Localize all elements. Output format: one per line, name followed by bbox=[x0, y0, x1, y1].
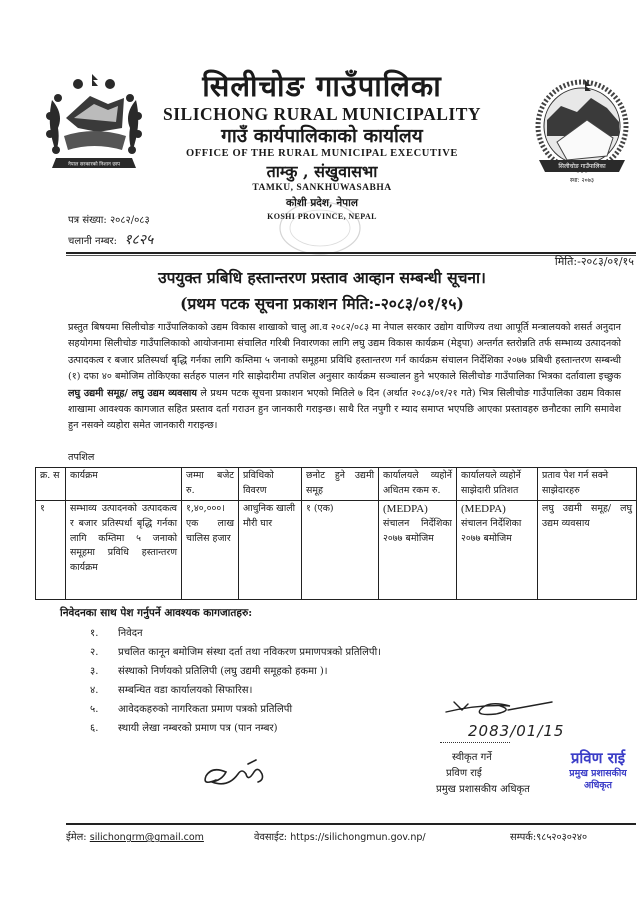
header-serial: क्र. स bbox=[36, 468, 66, 501]
footer-website bbox=[254, 830, 426, 843]
right-emblem-label: सिलीचोङ गाउँपालिका bbox=[558, 163, 606, 170]
cell-technology: आधुनिक खाली मौरी घार bbox=[239, 501, 302, 600]
letter-number-label: पत्र संख्या: bbox=[68, 215, 107, 226]
location-nepali: ताम्कु , संखुवासभा bbox=[266, 162, 378, 181]
cell-max-amount-text: संचालन निर्देशिका २०७७ बमोजिम bbox=[383, 517, 452, 544]
footer-phone bbox=[510, 830, 587, 843]
right-emblem-year: स्था: २०७३ bbox=[569, 177, 595, 184]
office-name-english: OFFICE OF THE RURAL MUNICIPAL EXECUTIVE bbox=[185, 148, 459, 159]
table-row bbox=[36, 501, 637, 600]
document-item: ५. आवेदकहरुको नागरिकता प्रमाण पत्रको प्रतिलिपी bbox=[90, 704, 293, 715]
notice-body bbox=[68, 320, 621, 435]
document-item: १. निवेदन bbox=[90, 628, 143, 639]
header-selected-group: छनोट हुने उद्यमी समूह bbox=[302, 468, 379, 501]
office-name-nepali: गाउँ कार्यपालिकाको कार्यालय bbox=[221, 125, 423, 147]
footer-divider bbox=[66, 823, 636, 825]
cell-share-prefix: (MEDPA) bbox=[461, 503, 506, 515]
municipality-name-english: SILICHONG RURAL MUNICIPALITY bbox=[162, 104, 482, 124]
handwritten-signature-left bbox=[198, 758, 278, 792]
notice-body-eligible: लघु उद्यमी समूह/ लघु उद्यम व्यवसाय bbox=[68, 387, 197, 399]
footer-email bbox=[66, 830, 204, 843]
cell-share-text: संचालन निर्देशिका २०७७ बमोजिम bbox=[461, 517, 522, 544]
province-english: KOSHI PROVINCE, NEPAL bbox=[267, 212, 377, 221]
notice-body-part2: ले प्रथम पटक सूचना प्रकाशन भएको मितिले ७ दिन (अर्थात २०८३/०१/२१ गते) भित्र सिलीचोङ गाउँपालिका उद्यम विकास शाखामा आवश्यक कागजात सहित प्रस्ताव दर्ता गराउन हुन जानकारी गराइन्छ। साथै रित नपुगी र म्याद समाप्त भएपछि आएका प्रस्तावहरु छनौटका लागि समावेश हुन नसक्ने व्यहोरा समेत जानकारी गराइन्छ। bbox=[68, 387, 621, 432]
location-english: TAMKU, SANKHUWASABHA bbox=[252, 183, 392, 193]
program-table bbox=[35, 467, 637, 600]
cell-max-amount-prefix: (MEDPA) bbox=[383, 503, 428, 515]
notice-body-part1: प्रस्तुत बिषयमा सिलीचोङ गाउँपालिकाको उद्यम विकास शाखाको चालु आ.व २०८२/०८३ मा नेपाल सरकार उद्योग वाणिज्य तथा आपूर्ति मन्त्रालयको शसर्त अनुदान सहयोगमा सिलीचोङ गाउँपालिकाको आयोजनामा संचालित गरिबी निवारणका लागि लघु उद्यम विकास कार्यक्रम (मेड्पा) अन्तर्गत स्तरोन्नति तर्फ सम्भाव्य उत्पादनको उत्पादकत्व र बजार प्रतिस्पर्धा बृद्धि गर्नका लागि कम्तिमा ५ जनाको समूहमा प्रविधि हस्तान्तरण गर्न कार्यक्रम संचालन निर्देशिका २०७७ प्रबिधी हस्तान्तरण सम्बन्धी (१) दफा ४० बमोजिम तोकिएका सर्तहरु पालन गरि साझेदारीमा तपशिल अनुसार कार्यक्रम सञ्चालन हुने भएकाले सिलीचोङ गाउँपालिका भित्रका दर्तावाला इच्छुक bbox=[68, 322, 621, 383]
email-link[interactable]: silichongrm@gmail.com bbox=[89, 832, 204, 843]
email-label: ईमेल: bbox=[66, 832, 87, 843]
header-eligible-partners: प्रताव पेश गर्न सक्ने साझेदारहरु bbox=[538, 468, 637, 501]
document-item: ४. सम्बन्धित वडा कार्यालयको सिफारिस। bbox=[90, 685, 253, 696]
document-item: ३. संस्थाको निर्णयको प्रतिलिपी (लघु उद्यमी समूहको हकमा )। bbox=[90, 666, 328, 677]
stamp-position: प्रमुख प्रशासकीय अधिकृत bbox=[569, 768, 627, 791]
required-documents-list bbox=[90, 624, 381, 738]
website-link[interactable]: https://silichongmun.gov.np/ bbox=[290, 832, 426, 843]
header-divider-thin bbox=[66, 255, 636, 256]
handwritten-signature-right bbox=[440, 694, 560, 720]
dispatch-number bbox=[68, 230, 153, 249]
official-stamp bbox=[556, 748, 640, 792]
header-max-amount: कार्यालयले व्यहोर्ने अधितम रकम रु. bbox=[379, 468, 457, 501]
notice-subtitle: (प्रथम पटक सूचना प्रकाशन मिति:-२०८३/०१/१५) bbox=[180, 294, 464, 313]
signature-line bbox=[440, 738, 510, 743]
cell-selected-group: १ (एक) bbox=[302, 501, 379, 600]
municipality-name-nepali: सिलीचोङ गाउँपालिका bbox=[202, 69, 442, 103]
table-header-row bbox=[36, 468, 637, 501]
header-share-percent: कार्यालयले व्यहोर्ने साझेदारी प्रतिशत bbox=[457, 468, 538, 501]
dispatch-number-value: १८२५ bbox=[124, 232, 154, 248]
website-label: वेवसाईट: bbox=[254, 832, 288, 843]
header-program: कार्यक्रम bbox=[66, 468, 182, 501]
notice-date: मिति:-२०८३/०१/१५ bbox=[554, 255, 634, 268]
cell-serial: १ bbox=[36, 501, 66, 600]
cell-program: सम्भाव्य उत्पादनको उत्पादकत्व र बजार प्रतिस्पर्धा बृद्धि गर्नका लागि कम्तिमा ५ जनाको समूहमा प्रविधि हस्तान्तरण कार्यक्रम bbox=[66, 501, 182, 600]
dispatch-number-label: चलानी नम्बर: bbox=[68, 236, 118, 247]
letter-number-value: २०८२/०८३ bbox=[109, 215, 150, 226]
cell-budget: १,४०,०००। एक लाख चालिस हजार bbox=[182, 501, 239, 600]
approve-label: स्वीकृत गर्ने bbox=[452, 752, 492, 763]
cell-share-percent bbox=[457, 501, 538, 600]
phone-label: सम्पर्क: bbox=[510, 832, 537, 843]
letter-number bbox=[68, 212, 150, 226]
document-item: ६. स्थायी लेखा नम्बरको प्रमाण पत्र (पान नम्बर) bbox=[90, 723, 278, 734]
header-technology: प्रविधिको विवरण bbox=[239, 468, 302, 501]
cell-max-amount bbox=[379, 501, 457, 600]
signatory-block bbox=[436, 750, 556, 798]
header-budget: जम्मा बजेट रु. bbox=[182, 468, 239, 501]
stamp-name: प्रविण राई bbox=[570, 749, 626, 767]
signatory-position: प्रमुख प्रशासकीय अधिकृत bbox=[436, 784, 530, 795]
notice-title: उपयुक्त प्रबिधि हस्तान्तरण प्रस्ताव आव्हान सम्बन्धी सूचना। bbox=[158, 268, 486, 287]
phone-number: ९८५२०३०२४० bbox=[536, 832, 588, 843]
required-documents-title: निवेदनका साथ पेश गर्नुपर्ने आवश्यक कागजातहरु: bbox=[60, 607, 253, 619]
document-item: २. प्रचलित कानून बमोजिम संस्था दर्ता तथा नविकरण प्रमाणपत्रको प्रतिलिपी। bbox=[90, 647, 381, 658]
signature-handwritten-date: 2083/01/15 bbox=[468, 722, 565, 740]
header-divider bbox=[66, 252, 636, 254]
province-nepali: कोशी प्रदेश, नेपाल bbox=[286, 197, 358, 209]
cell-eligible-partners: लघु उद्यमी समूह/ लघु उद्यम व्यवसाय bbox=[538, 501, 637, 600]
signatory-name: प्रविण राई bbox=[446, 768, 482, 779]
left-emblem-label: नेपाल सरकारको निशान छाप bbox=[68, 161, 120, 168]
schedule-label: तपशिल bbox=[68, 452, 95, 463]
